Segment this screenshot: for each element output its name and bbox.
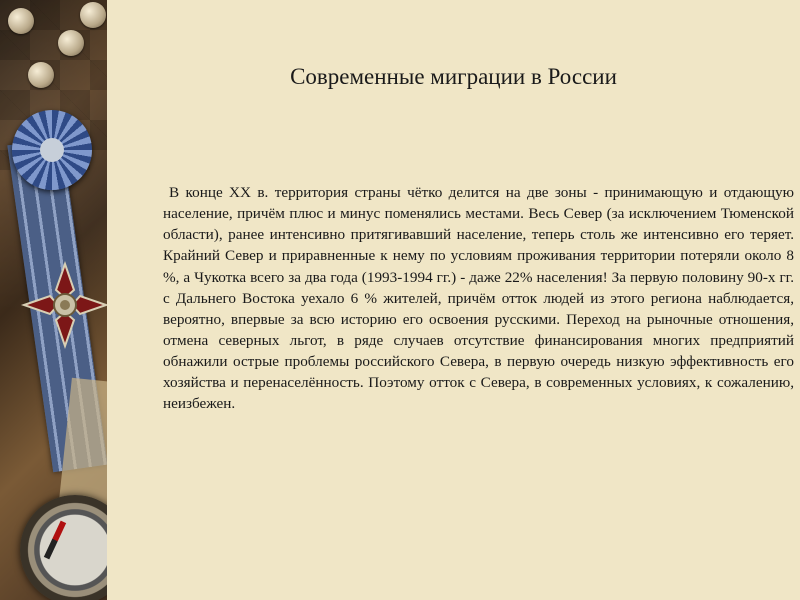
decorative-photo-strip — [0, 0, 107, 600]
slide-title: Современные миграции в России — [290, 64, 617, 89]
button-decoration — [80, 2, 106, 28]
order-cross-icon — [20, 260, 107, 350]
button-decoration — [58, 30, 84, 56]
rosette-icon — [12, 110, 92, 190]
slide-body-text: В конце XX в. территория страны чётко делится на две зоны - принимающую и отдающую население, причём плюс и минус поменялись местами. Весь Север (за исключением Тюменской области), ранее интенсивно притягивавший население, теперь столь же интенсивно его теряет. Крайний Север и приравненные к нему по условиям проживания территории потеряли около 8 %, а Чукотка всего за два года (1993-1994 гг.) - даже 22% населения! За первую половину 90-х гг. с Дальнего Востока уехало 6 % жителей, причём отток людей из этого региона наблюдается, вероятно, впервые за всю историю его освоения русскими. Переход на рыночные отношения, отмена северных льгот, в ряде случаев отсутствие финансирования многих предприятий обнажили острые проблемы российского Севера, в первую очередь низкую эффективность его хозяйства и перенаселённость. Поэтому отток с Севера, в современных условиях, к сожалению, неизбежен. — [163, 184, 794, 413]
button-decoration — [8, 8, 34, 34]
button-decoration — [28, 62, 54, 88]
compass-icon — [20, 495, 107, 600]
